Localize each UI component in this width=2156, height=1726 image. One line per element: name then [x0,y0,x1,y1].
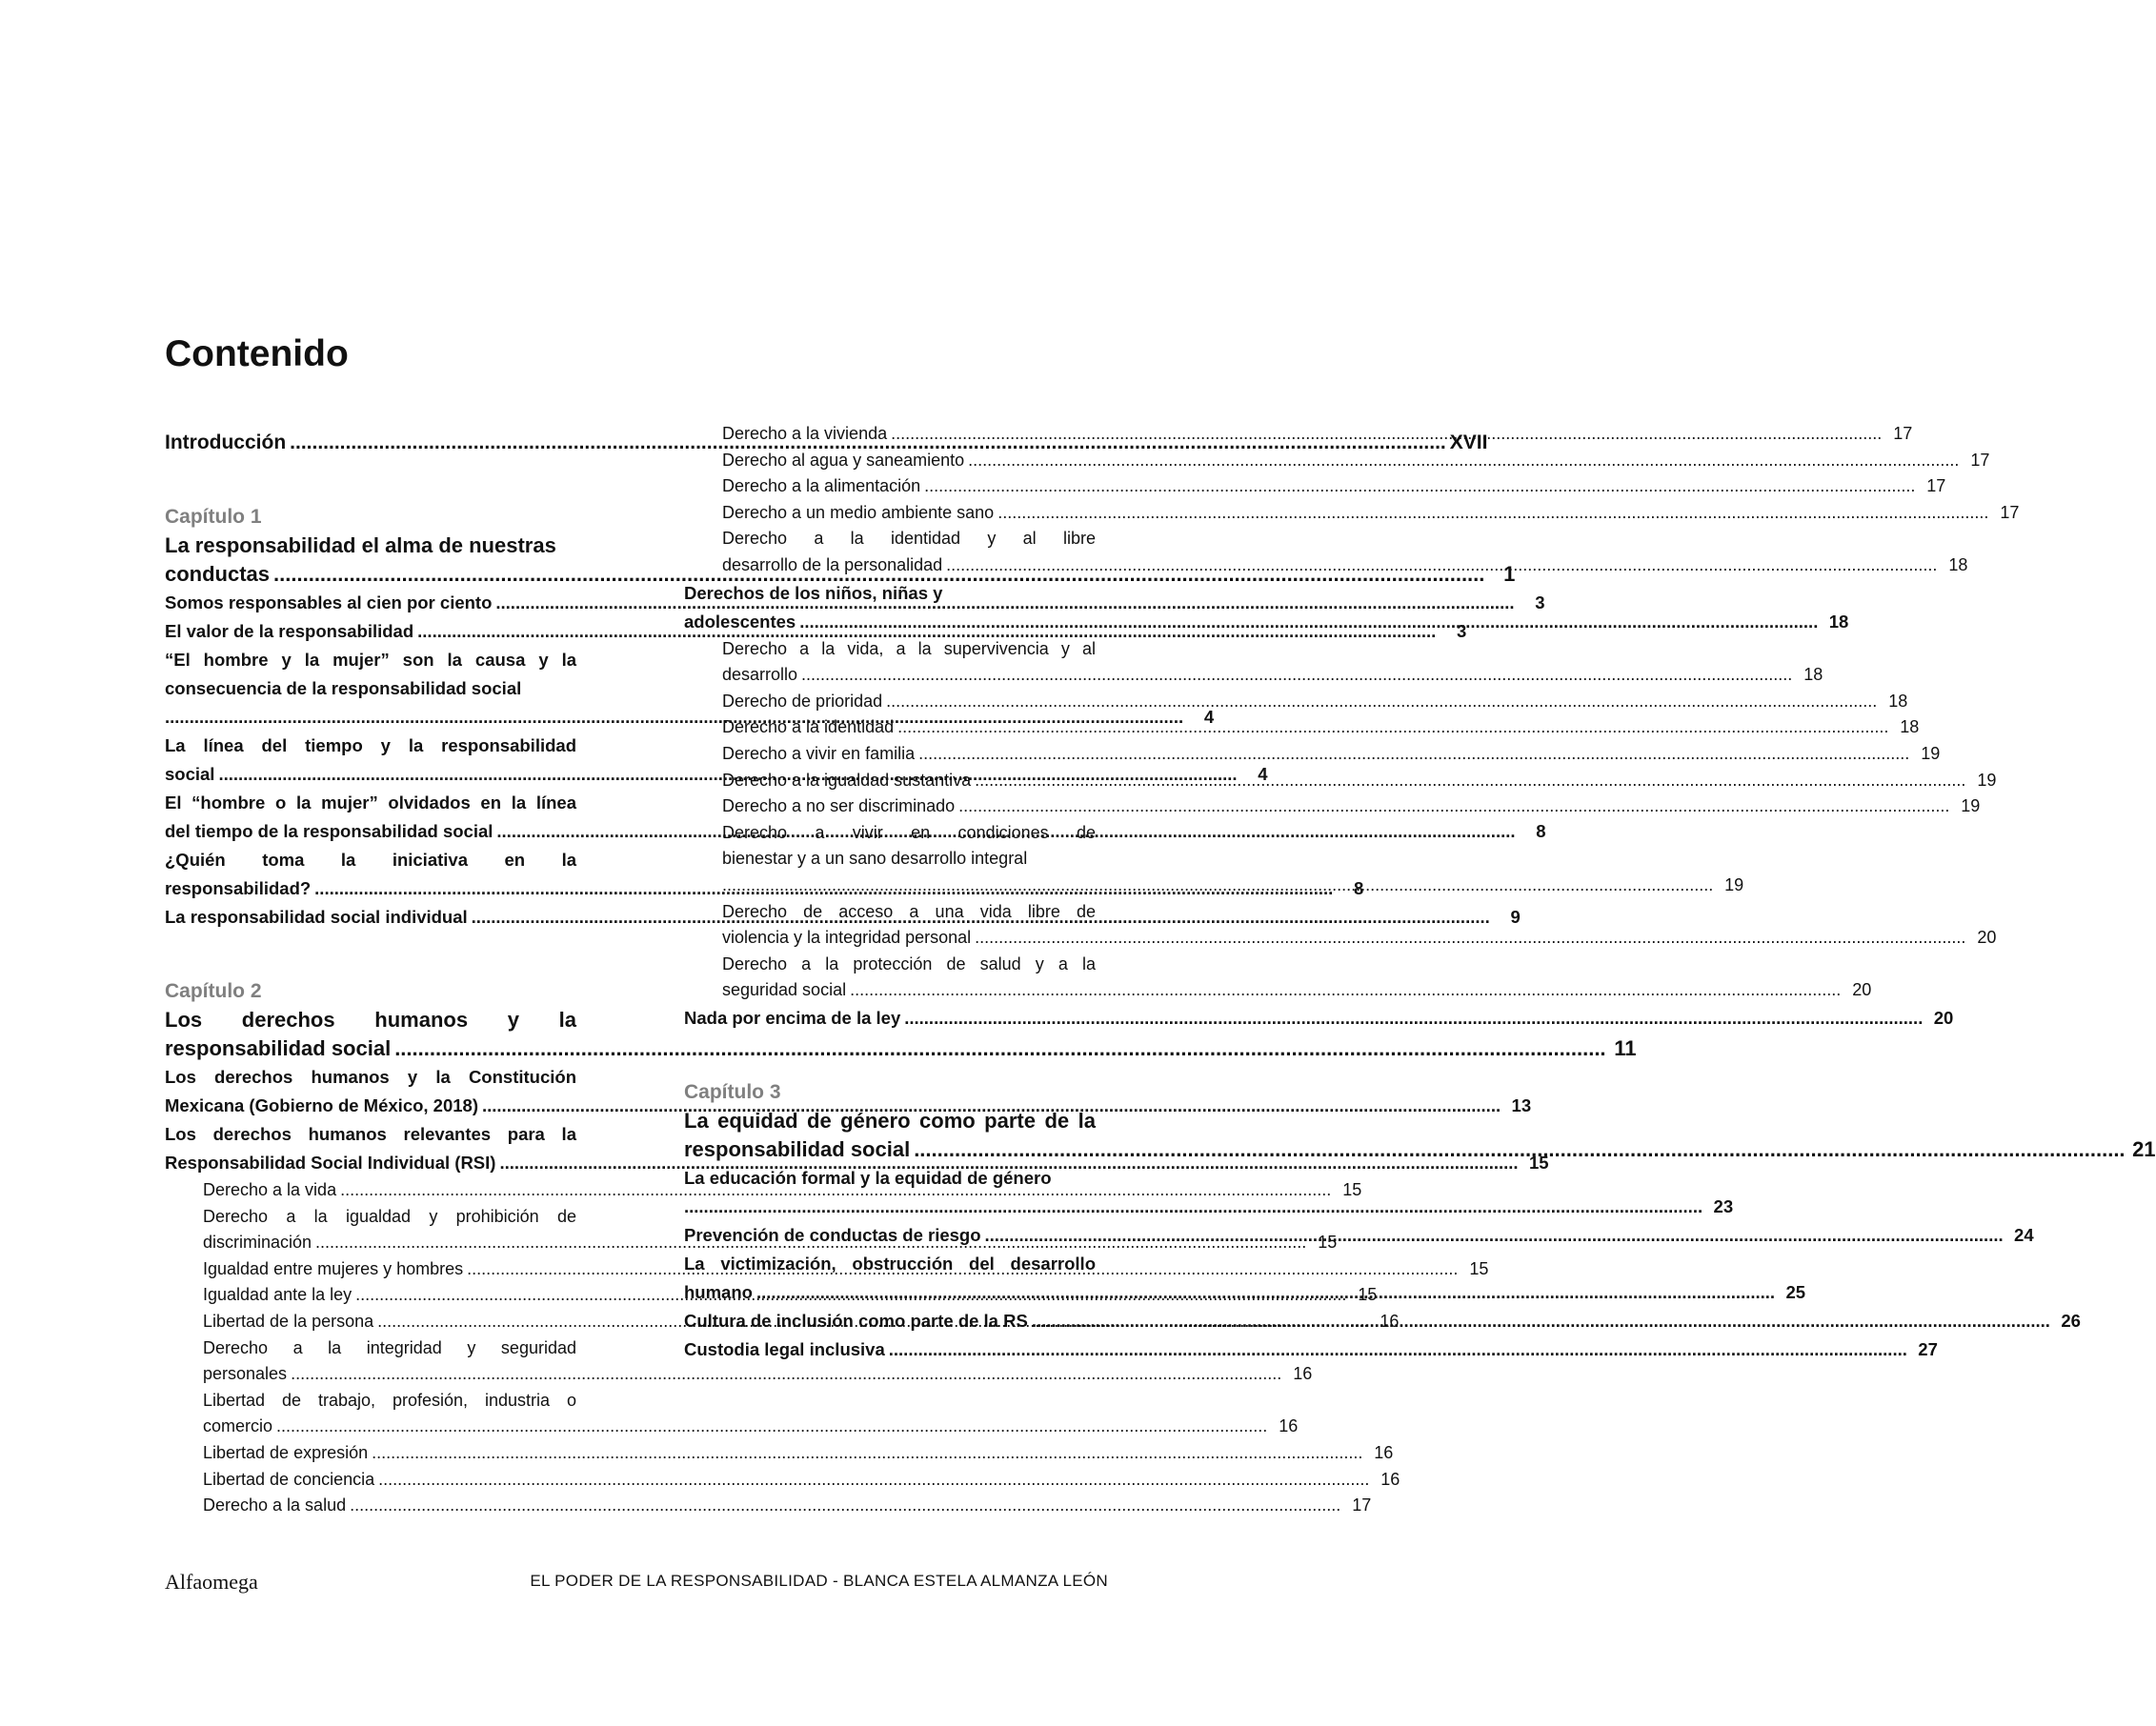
toc-subentry[interactable]: Derecho al agua y saneamiento ..... 17 [684,448,1096,474]
toc-subentry[interactable]: Derecho a la protección de salud y a la seguridad social ..... 20 [684,952,1096,1004]
toc-entry[interactable]: La educación formal y la equidad de género ..... 23 [684,1164,1096,1221]
toc-subentry[interactable]: Derecho a la alimentación ..... 17 [684,473,1096,500]
chapter-2-title[interactable]: Los derechos humanos y la responsabilidad social ..... 11 [165,1006,576,1063]
toc-entry[interactable]: El valor de la responsabilidad ..... 3 [165,617,576,646]
toc-subentry[interactable]: Derecho a la integridad y seguridad personales ..... 16 [165,1335,576,1388]
toc-subentry[interactable]: Libertad de expresión ..... 16 [165,1440,576,1467]
toc-entry[interactable]: “El hombre y la mujer” son la causa y la consecuencia de la responsabilidad social ..... 4 [165,646,576,732]
toc-entry[interactable]: Los derechos humanos y la Constitución Mexicana (Gobierno de México, 2018) ..... 13 [165,1063,576,1120]
toc-entry[interactable]: Somos responsables al cien por ciento ..... 3 [165,589,576,617]
toc-subentry[interactable]: Libertad de trabajo, profesión, industria o comercio ..... 16 [165,1388,576,1440]
toc-subentry[interactable]: Derecho a la salud ..... 17 [165,1493,576,1519]
chapter-1-label: Capítulo 1 [165,506,262,528]
toc-entry[interactable]: El “hombre o la mujer” olvidados en la línea del tiempo de la responsabilidad social ..... 8 [165,789,576,846]
toc-subentry[interactable]: Derecho a la igualdad sustantiva ..... 19 [684,768,1096,794]
chapter-3-title[interactable]: La equidad de género como parte de la responsabilidad social ..... 21 [684,1107,1096,1164]
toc-subentry[interactable]: Libertad de conciencia ..... 16 [165,1467,576,1494]
toc-entry[interactable]: Nada por encima de la ley ..... 20 [684,1004,1096,1033]
toc-subentry[interactable]: Derecho a la identidad y al libre desarrollo de la personalidad ..... 18 [684,526,1096,578]
toc-subentry[interactable]: Igualdad ante la ley ..... 15 [165,1282,576,1309]
toc-entry[interactable]: Los derechos humanos relevantes para la Responsabilidad Social Individual (RSI) ..... 15 [165,1120,576,1177]
toc-subentry[interactable]: Derecho a la igualdad y prohibición de discriminación ..... 15 [165,1204,576,1256]
toc-subentry[interactable]: Libertad de la persona ..... 16 [165,1309,576,1335]
toc-entry[interactable]: Cultura de inclusión como parte de la RS ..... 26 [684,1307,1096,1335]
toc-subentry[interactable]: Derecho de acceso a una vida libre de violencia y la integridad personal ..... 20 [684,899,1096,952]
toc-entry[interactable]: La victimización, obstrucción del desarrollo humano ..... 25 [684,1250,1096,1307]
toc-subentry[interactable]: Derecho a vivir en familia ..... 19 [684,741,1096,768]
toc-subentry[interactable]: Derecho a no ser discriminado ..... 19 [684,793,1096,820]
chapter-2-label: Capítulo 2 [165,980,262,1002]
chapter-1-title[interactable]: La responsabilidad el alma de nuestras conductas ..... 1 [165,532,576,589]
toc-entry[interactable]: La responsabilidad social individual ..... 9 [165,903,576,932]
toc-entry[interactable]: La línea del tiempo y la responsabilidad social ..... 4 [165,732,576,789]
publisher-name: Alfaomega [165,1570,258,1594]
chapter-3-label: Capítulo 3 [684,1080,781,1103]
toc-subentry[interactable]: Derecho a un medio ambiente sano ..... 17 [684,500,1096,527]
toc-subentry[interactable]: Derecho a la vivienda ..... 17 [684,421,1096,448]
toc-subentry[interactable]: Igualdad entre mujeres y hombres ..... 15 [165,1256,576,1283]
toc-entry[interactable]: Custodia legal inclusiva ..... 27 [684,1335,1096,1364]
running-footer: EL PODER DE LA RESPONSABILIDAD - BLANCA ESTELA ALMANZA LEÓN [530,1572,1108,1590]
toc-subentry[interactable]: Derecho a la identidad ..... 18 [684,714,1096,741]
toc-entry[interactable]: Derechos de los niños, niñas y adolescentes ..... 18 [684,579,1096,636]
toc-subentry[interactable]: Derecho de prioridad ..... 18 [684,689,1096,715]
toc-entry[interactable]: Prevención de conductas de riesgo ..... 24 [684,1221,1096,1250]
toc-subentry[interactable]: Derecho a la vida ..... 15 [165,1177,576,1204]
toc-entry-introduccion[interactable]: Introducción ..... XVII [165,429,576,457]
toc-subentry[interactable]: Derecho a la vida, a la supervivencia y al desarrollo ..... 18 [684,636,1096,689]
toc-subentry[interactable]: Derecho a vivir en condiciones de bienestar y a un sano desarrollo integral ..... 19 [684,820,1096,899]
page-title: Contenido [165,333,349,374]
toc-entry[interactable]: ¿Quién toma la iniciativa en la responsabilidad? ..... 8 [165,846,576,903]
